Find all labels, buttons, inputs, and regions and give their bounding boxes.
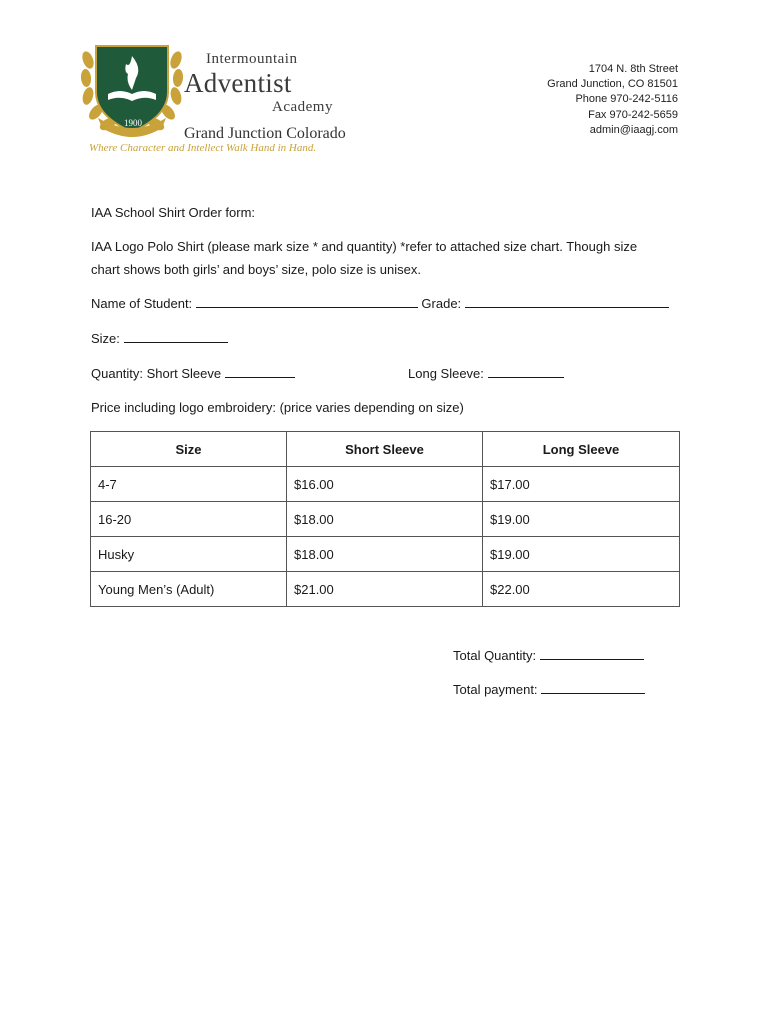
student-name-label: Name of Student: (91, 296, 193, 311)
table-row (91, 572, 680, 607)
school-name-line2: Adventist (184, 68, 292, 98)
quantity-long-row (408, 365, 564, 381)
cell-size: Young Men’s (Adult) (91, 572, 287, 607)
address-email: admin@iaagj.com (589, 123, 678, 136)
header-short-sleeve: Short Sleeve (287, 432, 483, 467)
total-payment-label: Total payment: (453, 682, 538, 697)
total-quantity-field[interactable] (540, 647, 644, 660)
founding-year: 1900 (124, 118, 142, 128)
size-label: Size: (91, 331, 120, 346)
cell-short-price: $21.00 (287, 572, 483, 607)
table-header-row (91, 432, 680, 467)
school-location: Grand Junction Colorado (184, 125, 346, 142)
address-phone: Phone 970-242-5116 (575, 93, 678, 106)
cell-size: 16-20 (91, 502, 287, 537)
price-table (90, 431, 680, 607)
grade-field[interactable] (465, 295, 669, 308)
form-intro-line2: chart shows both girls’ and boys’ size, polo size is unisex. (91, 262, 421, 277)
address-fax: Fax 970-242-5659 (588, 108, 678, 121)
school-name-line1: Intermountain (206, 51, 298, 67)
quantity-long-field[interactable] (488, 365, 564, 378)
cell-size: 4-7 (91, 467, 287, 502)
table-row (91, 537, 680, 572)
student-name-field[interactable] (196, 295, 418, 308)
form-intro-line1: IAA Logo Polo Shirt (please mark size * and quantity) *refer to attached size chart. Though size (91, 239, 638, 254)
table-row (91, 502, 680, 537)
total-quantity-label: Total Quantity: (453, 648, 537, 663)
form-title: IAA School Shirt Order form: (91, 205, 256, 220)
quantity-long-label: Long Sleeve: (408, 366, 484, 381)
grade-label: Grade: (421, 296, 462, 311)
total-payment-row (453, 681, 645, 697)
address-street: 1704 N. 8th Street (588, 63, 678, 75)
school-name-line3: Academy (272, 99, 333, 115)
cell-long-price: $17.00 (483, 467, 680, 502)
header-long-sleeve: Long Sleeve (483, 432, 680, 467)
table-row (91, 467, 680, 502)
total-payment-field[interactable] (541, 681, 645, 694)
cell-short-price: $18.00 (287, 502, 483, 537)
student-name-row (91, 295, 669, 311)
price-note: Price including logo embroidery: (price varies depending on size) (91, 400, 464, 415)
total-quantity-row (453, 647, 644, 663)
cell-long-price: $19.00 (483, 502, 680, 537)
cell-long-price: $22.00 (483, 572, 680, 607)
quantity-short-field[interactable] (225, 365, 295, 378)
cell-short-price: $16.00 (287, 467, 483, 502)
school-tagline: Where Character and Intellect Walk Hand in Hand. (89, 142, 317, 154)
address-city: Grand Junction, CO 81501 (547, 78, 678, 91)
cell-size: Husky (91, 537, 287, 572)
quantity-short-row (91, 365, 295, 381)
school-address (547, 62, 678, 138)
cell-long-price: $19.00 (483, 537, 680, 572)
quantity-short-label: Quantity: Short Sleeve (91, 366, 222, 381)
header-size: Size (91, 432, 287, 467)
size-row (91, 330, 228, 346)
school-logo (80, 42, 370, 158)
size-field[interactable] (124, 330, 228, 343)
cell-short-price: $18.00 (287, 537, 483, 572)
